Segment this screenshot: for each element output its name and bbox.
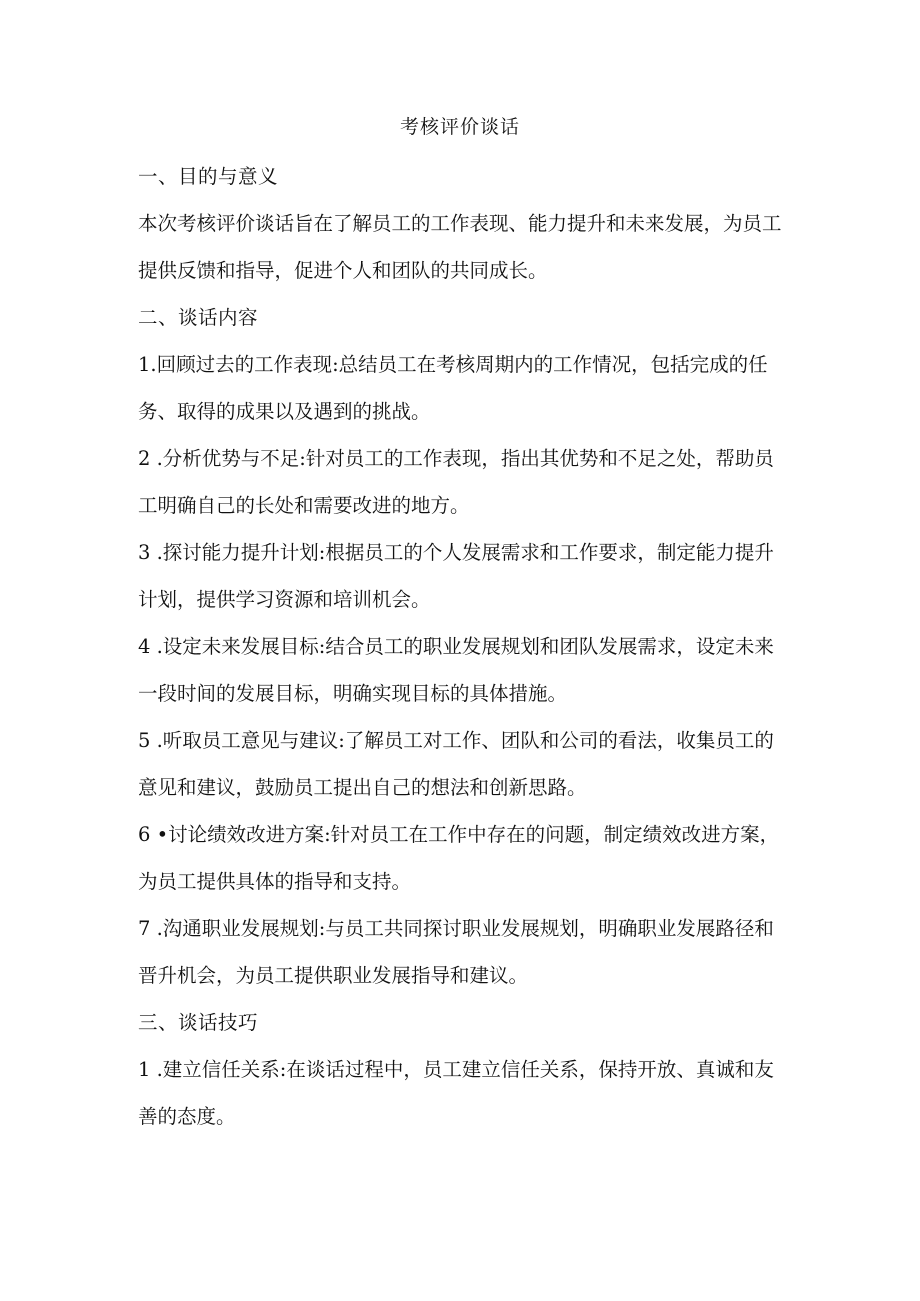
section-heading-content: 二、谈话内容: [138, 306, 259, 329]
list-item: 2 .分析优势与不足:针对员工的工作表现，指出其优势和不足之处，帮助员工明确自己的长处和需要改进的地方。: [138, 447, 774, 517]
list-item: 7 .沟通职业发展规划:与员工共同探讨职业发展规划，明确职业发展路径和晋升机会，为员工提供职业发展指导和建议。: [138, 917, 774, 987]
section-heading-skills: 三、谈话技巧: [138, 1011, 259, 1034]
list-item: 1 .建立信任关系:在谈话过程中，员工建立信任关系，保持开放、真诚和友善的态度。: [138, 1058, 774, 1128]
section-heading-purpose: 一、目的与意义: [138, 165, 279, 188]
document-body: [138, 153, 788, 1140]
list-item: 5 .听取员工意见与建议:了解员工对工作、团队和公司的看法，收集员工的意见和建议，鼓励员工提出自己的想法和创新思路。: [138, 729, 774, 799]
paragraph-purpose: 本次考核评价谈话旨在了解员工的工作表现、能力提升和未来发展，为员工提供反馈和指导，促进个人和团队的共同成长。: [138, 212, 782, 282]
list-item: 1.回顾过去的工作表现:总结员工在考核周期内的工作情况，包括完成的任务、取得的成果以及遇到的挑战。: [138, 353, 768, 423]
list-item: 3 .探讨能力提升计划:根据员工的个人发展需求和工作要求，制定能力提升计划，提供学习资源和培训机会。: [138, 541, 774, 611]
list-item: 4 .设定未来发展目标:结合员工的职业发展规划和团队发展需求，设定未来一段时间的发展目标，明确实现目标的具体措施。: [138, 635, 774, 705]
document-title: 考核评价谈话: [399, 116, 520, 138]
list-item: 6 •讨论绩效改进方案:针对员工在工作中存在的问题，制定绩效改进方案，为员工提供具体的指导和支持。: [138, 823, 780, 893]
